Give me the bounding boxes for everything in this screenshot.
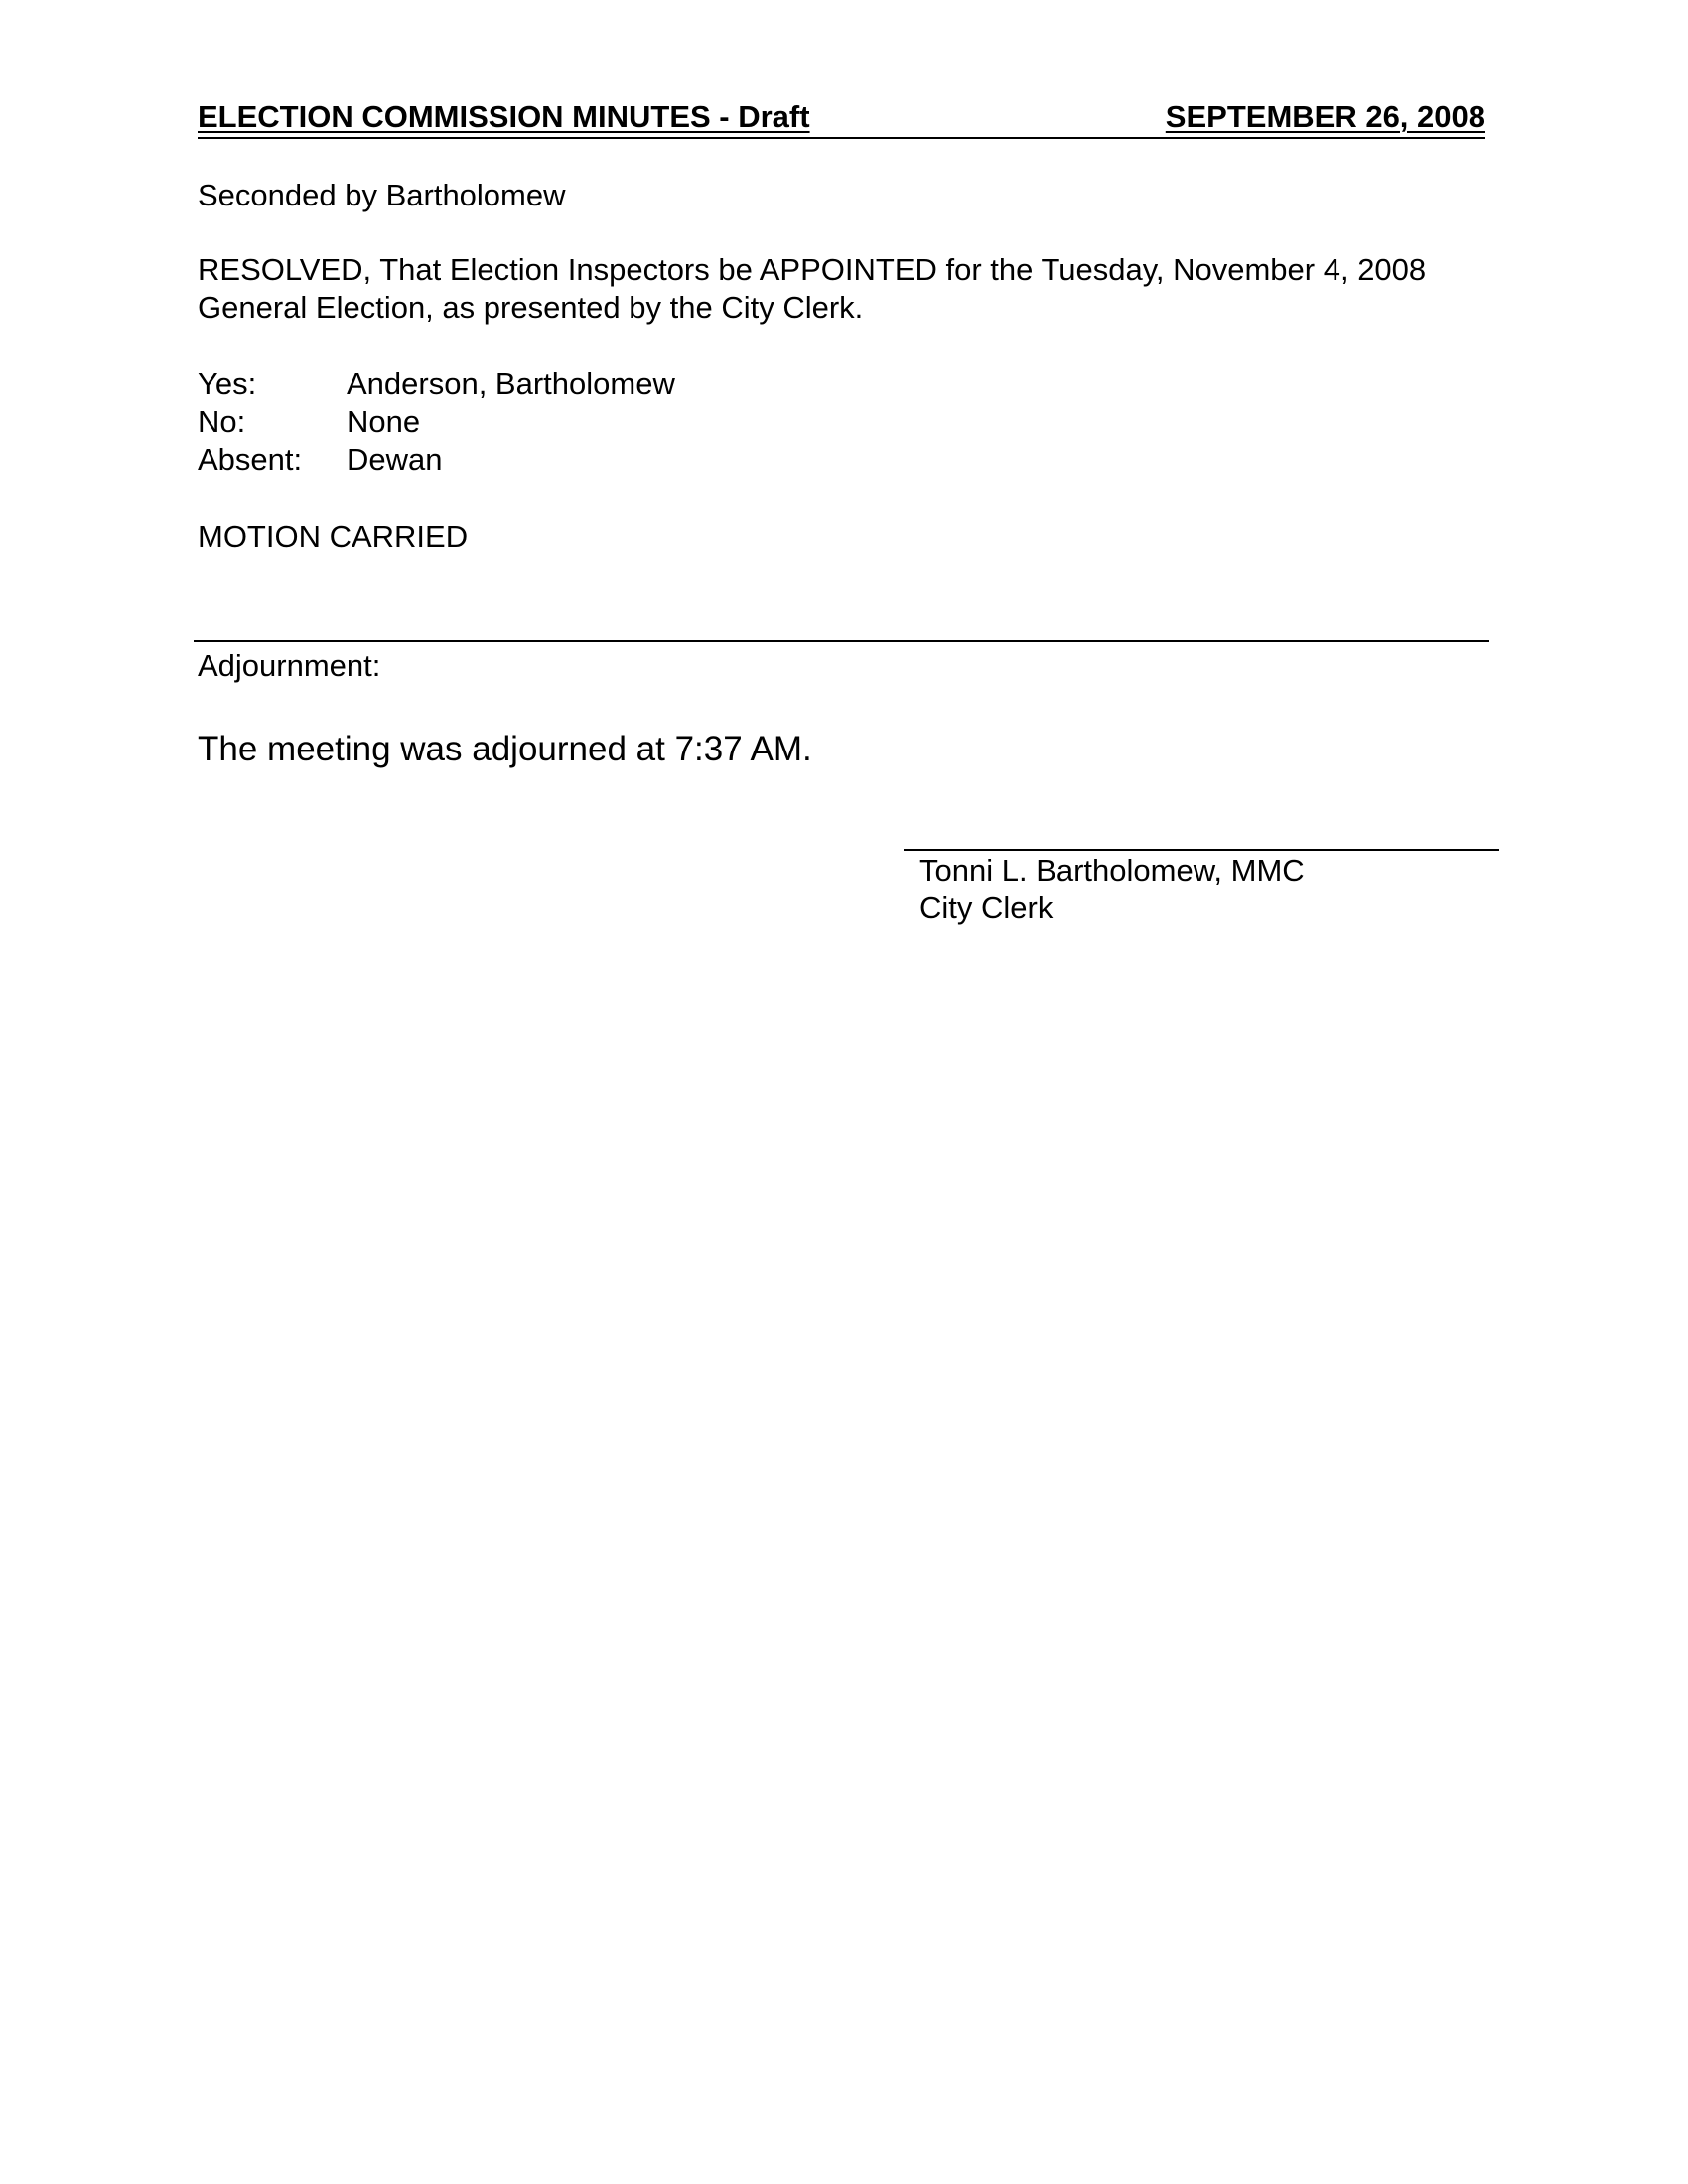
resolution-line-1: RESOLVED, That Election Inspectors be APPOINTED for the Tuesday, November 4, 2008 <box>198 252 1427 287</box>
vote-label: No: <box>198 404 246 439</box>
document-title <box>198 97 810 137</box>
vote-label: Absent: <box>198 442 303 477</box>
section-divider <box>194 640 1489 642</box>
vote-value: None <box>347 404 421 439</box>
document-date <box>1166 97 1485 137</box>
seconded-by-text: Seconded by Bartholomew <box>198 178 566 212</box>
signature-line <box>904 849 1499 851</box>
vote-value: Anderson, Bartholomew <box>347 366 675 401</box>
adjournment-heading: Adjournment: <box>198 648 381 683</box>
document-date-text: SEPTEMBER 26, 2008 <box>1165 99 1485 134</box>
motion-result: MOTION CARRIED <box>198 519 469 554</box>
vote-value: Dewan <box>347 442 443 477</box>
page-header <box>198 97 1485 139</box>
signatory-title: City Clerk <box>919 890 1054 925</box>
signatory-name: Tonni L. Bartholomew, MMC <box>919 853 1305 887</box>
adjournment-text: The meeting was adjourned at 7:37 AM. <box>198 730 812 768</box>
document-title-text: ELECTION COMMISSION MINUTES - Draft <box>198 99 810 134</box>
resolution-line-2: General Election, as presented by the City Clerk. <box>198 290 864 325</box>
resolution-text <box>198 251 1426 327</box>
vote-label: Yes: <box>198 366 257 401</box>
